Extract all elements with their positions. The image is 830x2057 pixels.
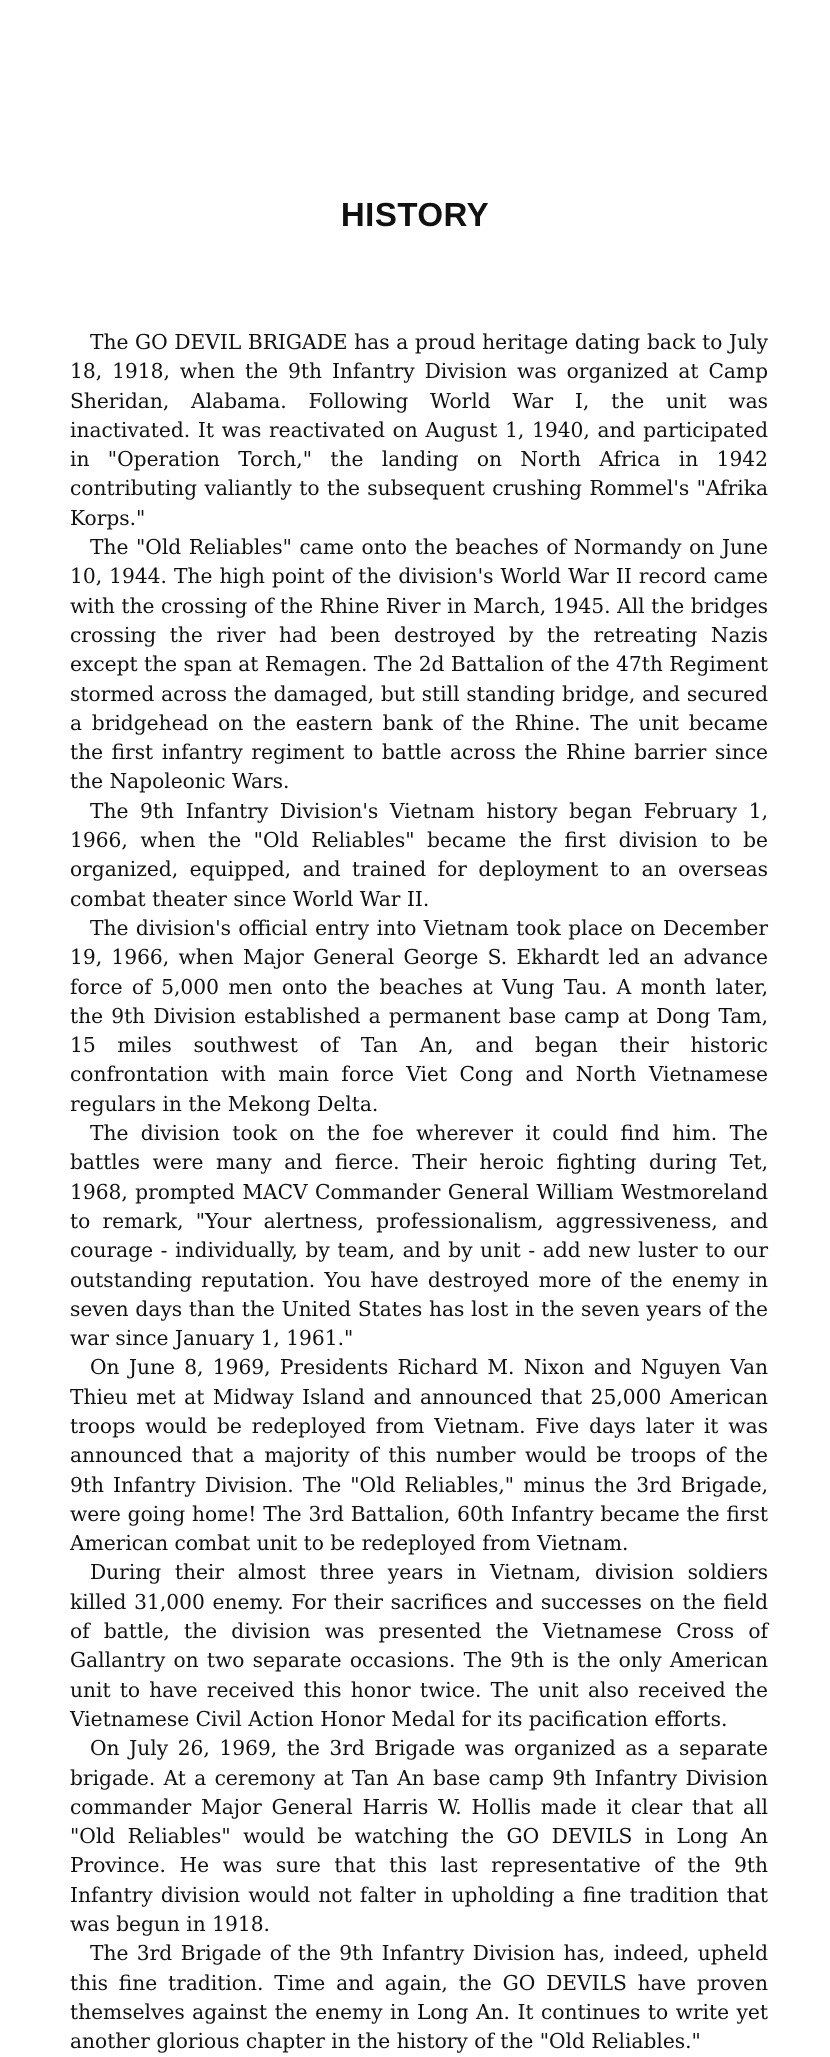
paragraph-7: During their almost three years in Vietnam, division soldiers killed 31,000 enemy. For their sacrifices and successes on the field of battle, the division was presented the Vietnamese Cross of Gallantry on two separate occasions. The 9th is the only American unit to have received this honor twice. The unit also received the Vietnamese Civil Action Honor Medal for its pacification efforts. <box>70 1560 768 1731</box>
page-title: HISTORY <box>340 196 490 233</box>
paragraph-3: The 9th Infantry Division's Vietnam history began February 1, 1966, when the "Old Reliables" became the first division to be organized, equipped, and trained for deployment to an overseas combat theater since World War II. <box>70 798 768 911</box>
paragraph-5: The division took on the foe wherever it could find him. The battles were many and fierce. Their heroic fighting during Tet, 1968, prompted MACV Commander General William Westmoreland to remark, "Your alertness, professionalism, aggressiveness, and courage - individually, by team, and by unit - add new luster to our outstanding reputation. You have destroyed more of the enemy in seven days than the United States has lost in the seven years of the war since January 1, 1961." <box>70 1121 768 1351</box>
paragraph-1: The GO DEVIL BRIGADE has a proud heritage dating back to July 18, 1918, when the 9th Infantry Division was organized at Camp Sheridan, Alabama. Following World War I, the unit was inactivated. It was reactivated on August 1, 1940, and participated in "Operation Torch," the landing on North Africa in 1942 contributing valiantly to the subsequent crushing Rommel's "Afrika Korps." <box>70 330 768 530</box>
history-body <box>70 328 768 2057</box>
paragraph-4: The division's official entry into Vietnam took place on December 19, 1966, when Major General George S. Ekhardt led an advance force of 5,000 men onto the beaches at Vung Tau. A month later, the 9th Division established a permanent base camp at Dong Tam, 15 miles southwest of Tan An, and began their historic confrontation with main force Viet Cong and North Vietnamese regulars in the Mekong Delta. <box>70 915 768 1116</box>
paragraph-2: The "Old Reliables" came onto the beaches of Normandy on June 10, 1944. The high point of the division's World War II record came with the crossing of the Rhine River in March, 1945. All the bridges crossing the river had been destroyed by the retreating Nazis except the span at Remagen. The 2d Battalion of the 47th Regiment stormed across the damaged, but still standing bridge, and secured a bridgehead on the eastern bank of the Rhine. The unit became the first infantry regiment to battle across the Rhine barrier since the Napoleonic Wars. <box>70 535 768 794</box>
paragraph-9: The 3rd Brigade of the 9th Infantry Division has, indeed, upheld this fine tradition. Time and again, the GO DEVILS have proven themselves against the enemy in Long An. It continues to write yet another glorious chapter in the history of the "Old Reliables." <box>70 1941 768 2054</box>
paragraph-6: On June 8, 1969, Presidents Richard M. Nixon and Nguyen Van Thieu met at Midway Island and announced that 25,000 American troops would be redeployed from Vietnam. Five days later it was announced that a majority of this number would be troops of the 9th Infantry Division. The "Old Reliables," minus the 3rd Brigade, were going home! The 3rd Battalion, 60th Infantry became the first American combat unit to be redeployed from Vietnam. <box>70 1355 768 1556</box>
paragraph-8: On July 26, 1969, the 3rd Brigade was organized as a separate brigade. At a ceremony at Tan An base camp 9th Infantry Division commander Major General Harris W. Hollis made it clear that all "Old Reliables" would be watching the GO DEVILS in Long An Province. He was sure that this last representative of the 9th Infantry division would not falter in upholding a fine tradition that was begun in 1918. <box>70 1736 768 1937</box>
